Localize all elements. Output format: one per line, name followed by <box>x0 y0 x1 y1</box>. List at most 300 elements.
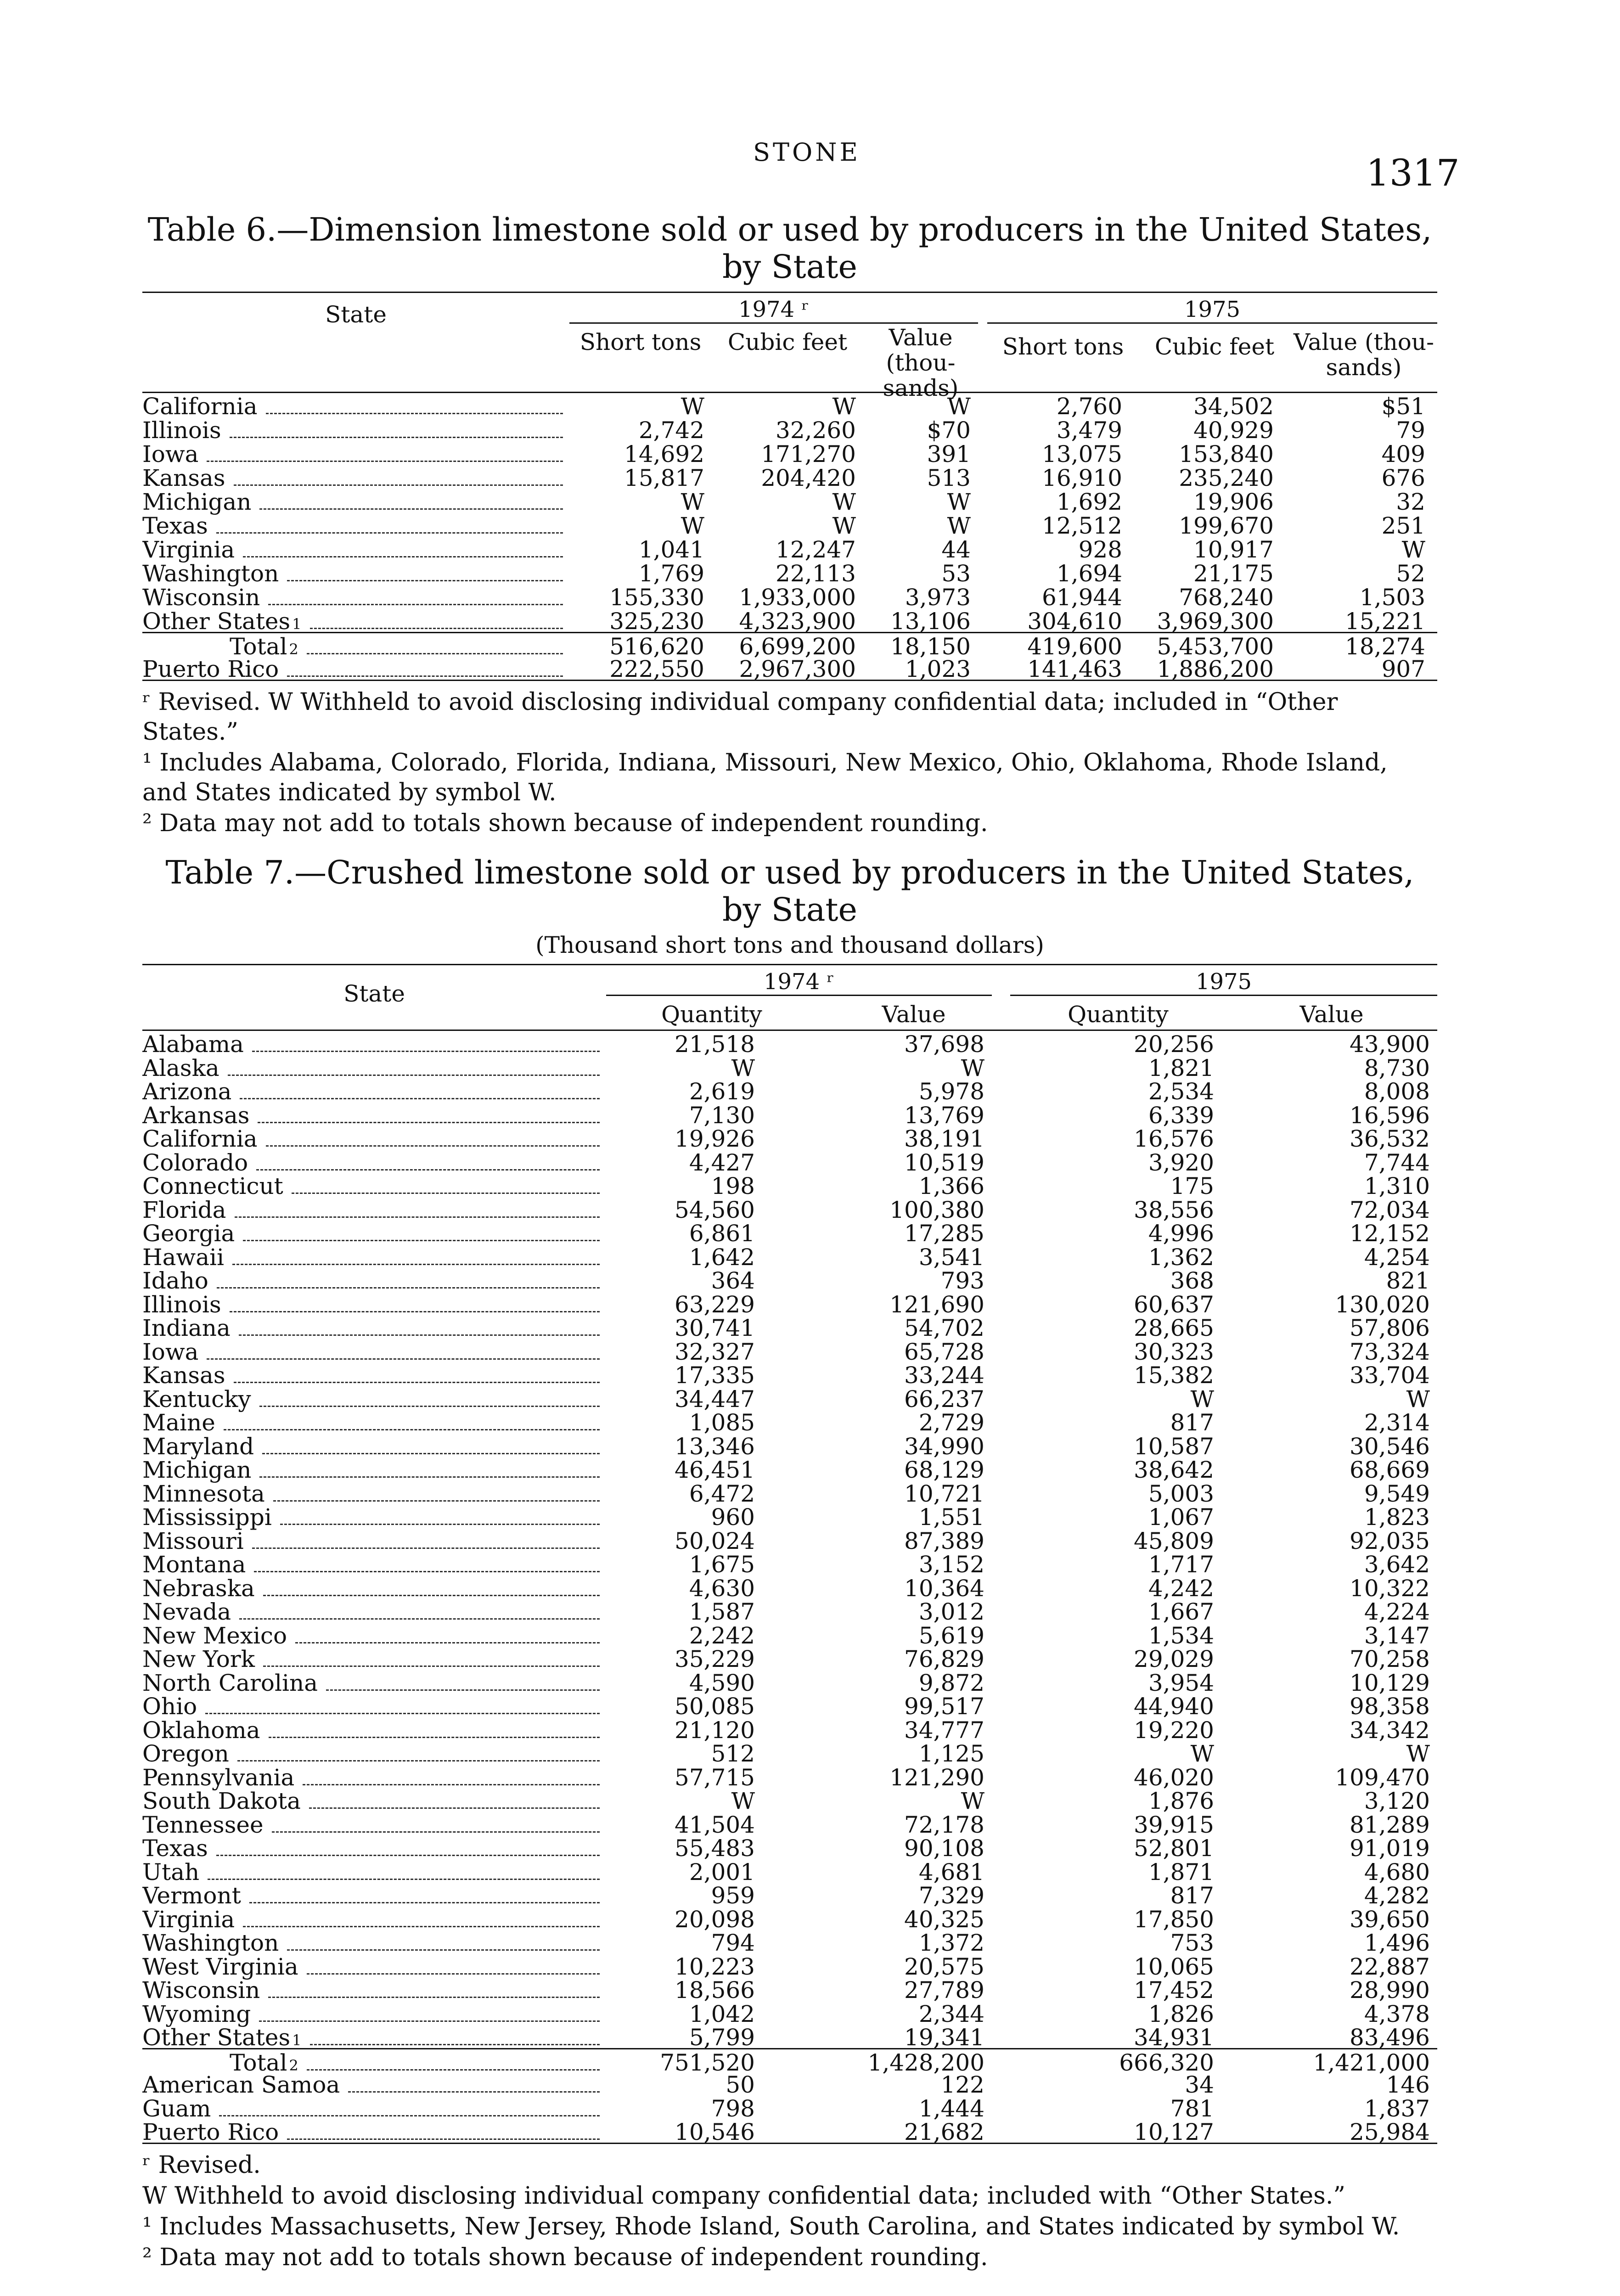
state-name: Nebraska <box>142 1575 255 1602</box>
value-cell: 18,274 <box>1345 633 1425 660</box>
table-row <box>142 1078 1437 1105</box>
state-cell <box>142 1220 606 1247</box>
value-cell: 3,012 <box>918 1598 984 1625</box>
table-row <box>142 1220 1437 1247</box>
value-cell: 1,587 <box>689 1598 755 1625</box>
value-cell: 45,809 <box>1134 1527 1214 1554</box>
table-6-col-value-1974: Value (thou-sands) <box>883 324 959 401</box>
dot-leader <box>259 508 563 510</box>
dot-leader <box>252 1548 600 1549</box>
dot-leader <box>303 1784 600 1785</box>
value-cell: 4,681 <box>918 1858 984 1885</box>
table-7-year-1974: 1974 ʳ <box>606 969 992 996</box>
state-name: Illinois <box>142 1291 221 1318</box>
value-cell: 32,327 <box>675 1338 755 1365</box>
value-cell: 32 <box>1396 489 1425 515</box>
state-name: Guam <box>142 2095 211 2122</box>
value-cell: 7,130 <box>689 1102 755 1129</box>
value-cell: 419,600 <box>1027 633 1122 660</box>
value-cell: 60,637 <box>1134 1291 1214 1318</box>
dot-leader <box>287 580 563 581</box>
dot-leader <box>234 1382 600 1383</box>
value-cell: 28,665 <box>1134 1315 1214 1341</box>
state-name: Texas <box>142 512 208 539</box>
dot-leader <box>348 2091 600 2093</box>
value-cell: 1,871 <box>1148 1858 1214 1885</box>
value-cell: 41,504 <box>675 1811 755 1838</box>
value-cell: 68,129 <box>904 1457 984 1483</box>
state-cell <box>142 536 569 563</box>
value-cell: 1,496 <box>1364 1930 1430 1956</box>
dot-leader <box>263 1595 600 1596</box>
value-cell: W <box>947 512 971 539</box>
value-cell: 959 <box>711 1882 755 1909</box>
value-cell: 1,823 <box>1364 1504 1430 1531</box>
value-cell: 1,933,000 <box>739 584 856 611</box>
value-cell: 1,067 <box>1148 1504 1214 1531</box>
value-cell: 121,290 <box>889 1764 984 1791</box>
dot-leader <box>259 1476 600 1478</box>
table-7-col-value-1975: Value <box>1299 1001 1364 1028</box>
table-row <box>142 608 1437 635</box>
value-cell: 1,428,200 <box>867 2049 984 2076</box>
value-cell: 1,717 <box>1148 1551 1214 1578</box>
value-cell: 4,254 <box>1364 1244 1430 1271</box>
table-row <box>142 1693 1437 1720</box>
dot-leader <box>205 1713 600 1714</box>
value-cell: 10,065 <box>1134 1953 1214 1980</box>
state-name: Puerto Rico <box>142 656 279 682</box>
value-cell: 1,366 <box>918 1173 984 1199</box>
value-cell: 4,680 <box>1364 1858 1430 1885</box>
value-cell: W <box>832 393 856 420</box>
value-cell: 12,512 <box>1042 512 1122 539</box>
footnote-marker: 2 <box>289 2056 298 2074</box>
value-cell: 10,587 <box>1134 1433 1214 1460</box>
table-row <box>142 584 1437 611</box>
table-6-year-1974: 1974 ʳ <box>569 297 978 324</box>
state-cell <box>142 1859 606 1885</box>
value-cell: 1,837 <box>1364 2095 1430 2122</box>
dot-leader <box>230 1311 600 1312</box>
value-cell: 1,692 <box>1056 489 1122 515</box>
value-cell: 44,940 <box>1134 1693 1214 1720</box>
value-cell: 15,382 <box>1134 1362 1214 1389</box>
state-name: Kentucky <box>142 1385 251 1412</box>
value-cell: 3,973 <box>905 584 971 611</box>
state-cell <box>142 1267 606 1294</box>
state-cell <box>142 1031 606 1058</box>
value-cell: 4,996 <box>1148 1220 1214 1247</box>
value-cell: 1,642 <box>689 1244 755 1271</box>
table-6-header <box>142 293 1437 401</box>
value-cell: 100,380 <box>889 1196 984 1223</box>
state-name: Puerto Rico <box>142 2119 279 2145</box>
value-cell: 3,479 <box>1056 417 1122 444</box>
value-cell: 27,789 <box>904 1977 984 2003</box>
table-7-note: ¹ Includes Massachusetts, New Jersey, Rhode Island, South Carolina, and States indicated by symbol W. <box>142 2212 1400 2240</box>
value-cell: W <box>832 512 856 539</box>
value-cell: 6,699,200 <box>739 633 856 660</box>
value-cell: 72,034 <box>1350 1196 1430 1223</box>
value-cell: 251 <box>1381 512 1425 539</box>
state-name: Virginia <box>142 536 235 563</box>
state-name: Texas <box>142 1835 208 1862</box>
value-cell: 1,372 <box>918 1930 984 1956</box>
state-cell <box>142 1291 606 1318</box>
value-cell: 76,829 <box>904 1646 984 1672</box>
dot-leader <box>292 1193 600 1194</box>
table-7-col-quantity-1975: Quantity <box>1068 1001 1169 1028</box>
value-cell: 10,322 <box>1350 1575 1430 1602</box>
total-row <box>142 2048 1437 2076</box>
value-cell: 50 <box>726 2071 755 2098</box>
value-cell: 16,576 <box>1134 1125 1214 1152</box>
table-7-title: Table 7.—Crushed limestone sold or used by producers in the United States, by State <box>165 854 1414 929</box>
state-name: Montana <box>142 1551 246 1578</box>
value-cell: 12,247 <box>776 536 856 563</box>
state-name: Kansas <box>142 465 225 491</box>
value-cell: W <box>947 393 971 420</box>
value-cell: W <box>1190 1740 1214 1767</box>
state-name: Michigan <box>142 489 252 515</box>
value-cell: 12,152 <box>1350 1220 1430 1247</box>
value-cell: 4,630 <box>689 1575 755 1602</box>
state-cell <box>142 1102 606 1129</box>
state-cell <box>142 1740 606 1767</box>
table-row <box>142 536 1437 563</box>
value-cell: 5,619 <box>918 1622 984 1649</box>
value-cell: W <box>832 489 856 515</box>
running-head: STONE <box>753 138 861 167</box>
table-row <box>142 1835 1437 1862</box>
dot-leader <box>307 2069 600 2071</box>
dot-leader <box>239 1618 600 1620</box>
state-name: Other States <box>142 2024 291 2051</box>
value-cell: 44 <box>941 536 971 563</box>
value-cell: 817 <box>1170 1409 1214 1436</box>
state-cell <box>142 1693 606 1720</box>
dot-leader <box>268 604 563 605</box>
value-cell: 1,886,200 <box>1157 656 1274 682</box>
table-row <box>142 1598 1437 1625</box>
value-cell: 34,990 <box>904 1433 984 1460</box>
dot-leader <box>243 1240 600 1241</box>
value-cell: 46,451 <box>675 1457 755 1483</box>
dot-leader <box>219 2115 600 2116</box>
state-name: West Virginia <box>142 1953 298 1980</box>
value-cell: 1,042 <box>689 2000 755 2027</box>
dot-leader <box>280 1524 600 1525</box>
value-cell: 52 <box>1396 560 1425 587</box>
value-cell: 155,330 <box>609 584 704 611</box>
dot-leader <box>216 1855 600 1856</box>
value-cell: 70,258 <box>1350 1646 1430 1672</box>
value-cell: 15,817 <box>624 465 704 491</box>
state-cell <box>142 2119 606 2145</box>
value-cell: 122 <box>940 2071 984 2098</box>
table-row <box>142 1528 1437 1552</box>
state-name: Pennsylvania <box>142 1764 295 1791</box>
state-cell <box>142 1315 606 1341</box>
value-cell: 37,698 <box>904 1031 984 1058</box>
value-cell: 66,237 <box>904 1385 984 1412</box>
value-cell: 5,453,700 <box>1157 633 1274 660</box>
table-row <box>142 1433 1437 1460</box>
value-cell: 1,041 <box>638 536 704 563</box>
state-cell <box>142 656 569 682</box>
table-row <box>142 1670 1437 1694</box>
footnote-marker: 1 <box>292 615 302 633</box>
table-row <box>142 560 1437 587</box>
state-cell <box>142 1197 606 1223</box>
value-cell: 3,152 <box>918 1551 984 1578</box>
value-cell: 751,520 <box>660 2049 755 2076</box>
value-cell: 141,463 <box>1027 656 1122 682</box>
state-cell <box>142 1812 606 1838</box>
table-row <box>142 1480 1437 1507</box>
table-7-note: W Withheld to avoid disclosing individual company confidential data; included with “Other States.” <box>142 2182 1345 2210</box>
value-cell: 2,314 <box>1364 1409 1430 1436</box>
value-cell: 1,826 <box>1148 2000 1214 2027</box>
state-cell <box>142 1125 606 1152</box>
table-row <box>142 1197 1437 1221</box>
value-cell: 130,020 <box>1335 1291 1430 1318</box>
dot-leader <box>287 675 563 677</box>
page-number: 1317 <box>1366 152 1460 194</box>
value-cell: 4,224 <box>1364 1598 1430 1625</box>
table-7-col-value-1974: Value <box>882 1001 946 1028</box>
total-row <box>142 632 1437 660</box>
state-name: Georgia <box>142 1220 235 1247</box>
value-cell: 32,260 <box>776 417 856 444</box>
table-7-state-header: State <box>343 980 405 1007</box>
value-cell: 928 <box>1078 536 1122 563</box>
value-cell: 6,861 <box>689 1220 755 1247</box>
table-row <box>142 417 1437 444</box>
value-cell: 391 <box>927 441 971 467</box>
state-name: Wisconsin <box>142 1977 260 2003</box>
state-name: Alabama <box>142 1031 244 1058</box>
dot-leader <box>263 1666 600 1667</box>
value-cell: 3,642 <box>1364 1551 1430 1578</box>
value-cell: 17,285 <box>904 1220 984 1247</box>
value-cell: 666,320 <box>1119 2049 1214 2076</box>
dot-leader <box>234 484 563 486</box>
table-row <box>142 2001 1437 2025</box>
state-cell <box>142 1882 606 1909</box>
value-cell: 3,954 <box>1148 1669 1214 1696</box>
table-row <box>142 1977 1437 2001</box>
state-cell <box>142 1504 606 1531</box>
table-6-state-header: State <box>325 301 387 328</box>
footnote-marker: 1 <box>292 2032 302 2049</box>
state-cell <box>142 1953 606 1980</box>
value-cell: 1,534 <box>1148 1622 1214 1649</box>
value-cell: 171,270 <box>761 441 856 467</box>
table-row <box>142 1646 1437 1670</box>
dot-leader <box>266 1145 600 1147</box>
value-cell: 52,801 <box>1134 1835 1214 1862</box>
value-cell: W <box>961 1788 984 1814</box>
value-cell: 21,518 <box>675 1031 755 1058</box>
footnote-marker: 2 <box>289 641 298 658</box>
dot-leader <box>287 2138 600 2140</box>
dot-leader <box>310 628 563 629</box>
value-cell: 4,242 <box>1148 1575 1214 1602</box>
value-cell: 1,551 <box>918 1504 984 1531</box>
value-cell: 175 <box>1170 1173 1214 1199</box>
dot-leader <box>249 1902 600 1903</box>
value-cell: 3,920 <box>1148 1149 1214 1176</box>
table-row <box>142 1173 1437 1197</box>
table-row <box>142 1716 1437 1744</box>
dot-leader <box>287 1949 600 1951</box>
value-cell: 68,669 <box>1350 1457 1430 1483</box>
value-cell: 79 <box>1396 417 1425 444</box>
table-row <box>142 465 1437 489</box>
state-name: Arkansas <box>142 1102 250 1129</box>
state-name: Arizona <box>142 1078 232 1105</box>
table-6-year-1975: 1975 <box>987 297 1437 324</box>
table-row <box>142 1149 1437 1176</box>
state-name: Ohio <box>142 1693 197 1720</box>
value-cell: 109,470 <box>1335 1764 1430 1791</box>
dot-leader <box>273 1500 600 1502</box>
value-cell: 20,098 <box>675 1906 755 1933</box>
value-cell: 10,519 <box>904 1149 984 1176</box>
value-cell: 1,125 <box>918 1740 984 1767</box>
state-cell <box>142 1386 606 1412</box>
state-cell <box>142 2071 606 2098</box>
value-cell: 72,178 <box>904 1811 984 1838</box>
state-cell <box>142 1670 606 1696</box>
value-cell: 676 <box>1381 465 1425 491</box>
value-cell: 28,990 <box>1350 1977 1430 2003</box>
dot-leader <box>326 1689 600 1691</box>
value-cell: 960 <box>711 1504 755 1531</box>
state-cell <box>142 1977 606 2003</box>
table-6-body <box>142 393 1437 680</box>
table-7-body <box>142 1031 1437 2143</box>
value-cell: 33,704 <box>1350 1362 1430 1389</box>
table-row <box>142 1291 1437 1318</box>
value-cell: 2,760 <box>1056 393 1122 420</box>
value-cell: 7,329 <box>918 1882 984 1909</box>
state-name: North Carolina <box>142 1669 318 1696</box>
dot-leader <box>207 461 563 462</box>
state-cell <box>142 1906 606 1933</box>
table-7-note: ʳ Revised. <box>142 2151 261 2179</box>
value-cell: W <box>947 489 971 515</box>
state-cell <box>142 1788 606 1814</box>
state-name: New Mexico <box>142 1622 287 1649</box>
value-cell: W <box>681 512 704 539</box>
value-cell: 204,420 <box>761 465 856 491</box>
state-cell <box>142 2024 606 2051</box>
value-cell: 21,175 <box>1193 560 1274 587</box>
value-cell: 1,310 <box>1364 1173 1430 1199</box>
value-cell: 768,240 <box>1179 584 1274 611</box>
dot-leader <box>272 1831 600 1833</box>
value-cell: 222,550 <box>609 656 704 682</box>
value-cell: 1,821 <box>1148 1054 1214 1081</box>
state-cell <box>142 1173 606 1199</box>
value-cell: 34,447 <box>675 1385 755 1412</box>
value-cell: 38,191 <box>904 1125 984 1152</box>
value-cell: 3,541 <box>918 1244 984 1271</box>
dot-leader <box>309 1807 600 1809</box>
table-row <box>142 2119 1437 2143</box>
value-cell: 409 <box>1381 441 1425 467</box>
state-cell <box>142 512 569 539</box>
table-7-year-1975: 1975 <box>1010 969 1437 996</box>
dot-leader <box>243 556 563 557</box>
value-cell: 13,075 <box>1042 441 1122 467</box>
table-6-col-short-tons-1974: Short tons <box>579 329 702 355</box>
value-cell: 20,575 <box>904 1953 984 1980</box>
value-cell: 753 <box>1170 1930 1214 1956</box>
state-name: Other States <box>142 608 291 635</box>
value-cell: 146 <box>1386 2071 1430 2098</box>
value-cell: 39,650 <box>1350 1906 1430 1933</box>
state-cell <box>142 1930 606 1956</box>
state-name: Michigan <box>142 1457 252 1483</box>
value-cell: 10,546 <box>675 2119 755 2145</box>
table-row <box>142 1622 1437 1649</box>
state-name: Virginia <box>142 1906 235 1933</box>
table-row <box>142 1906 1437 1933</box>
value-cell: 798 <box>711 2095 755 2122</box>
value-cell: 1,675 <box>689 1551 755 1578</box>
table-6-note: ² Data may not add to totals shown because of independent rounding. <box>142 810 988 837</box>
value-cell: W <box>1406 1385 1430 1412</box>
state-name: Maine <box>142 1409 215 1436</box>
value-cell: 2,344 <box>918 2000 984 2027</box>
state-cell <box>142 2001 606 2027</box>
table-row <box>142 1102 1437 1129</box>
state-name: Iowa <box>142 1338 199 1365</box>
table-row <box>142 512 1437 539</box>
state-name: Oregon <box>142 1740 229 1767</box>
value-cell: 22,113 <box>776 560 856 587</box>
table-6-note: ʳ Revised. W Withheld to avoid disclosing individual company confidential data; included in “Other States.” <box>142 688 1338 746</box>
state-name: Hawaii <box>142 1244 225 1271</box>
value-cell: 73,324 <box>1350 1338 1430 1365</box>
dot-leader <box>252 1051 600 1052</box>
state-name: Wyoming <box>142 2000 251 2027</box>
value-cell: 7,744 <box>1364 1149 1430 1176</box>
value-cell: 4,427 <box>689 1149 755 1176</box>
dot-leader <box>240 1098 600 1099</box>
state-name: California <box>142 1125 258 1152</box>
state-cell <box>142 1480 606 1507</box>
state-name: American Samoa <box>142 2071 340 2098</box>
state-name: Indiana <box>142 1315 231 1341</box>
value-cell: 4,282 <box>1364 1882 1430 1909</box>
state-name: Kansas <box>142 1362 225 1389</box>
table-7-col-quantity-1974: Quantity <box>661 1001 762 1028</box>
value-cell: 10,129 <box>1350 1669 1430 1696</box>
state-cell <box>142 1409 606 1436</box>
value-cell: 1,694 <box>1056 560 1122 587</box>
value-cell: W <box>1190 1385 1214 1412</box>
value-cell: 20,256 <box>1134 1031 1214 1058</box>
value-cell: 34 <box>1185 2071 1214 2098</box>
state-cell <box>142 393 569 420</box>
state-cell <box>142 608 569 635</box>
table-row <box>142 1338 1437 1365</box>
